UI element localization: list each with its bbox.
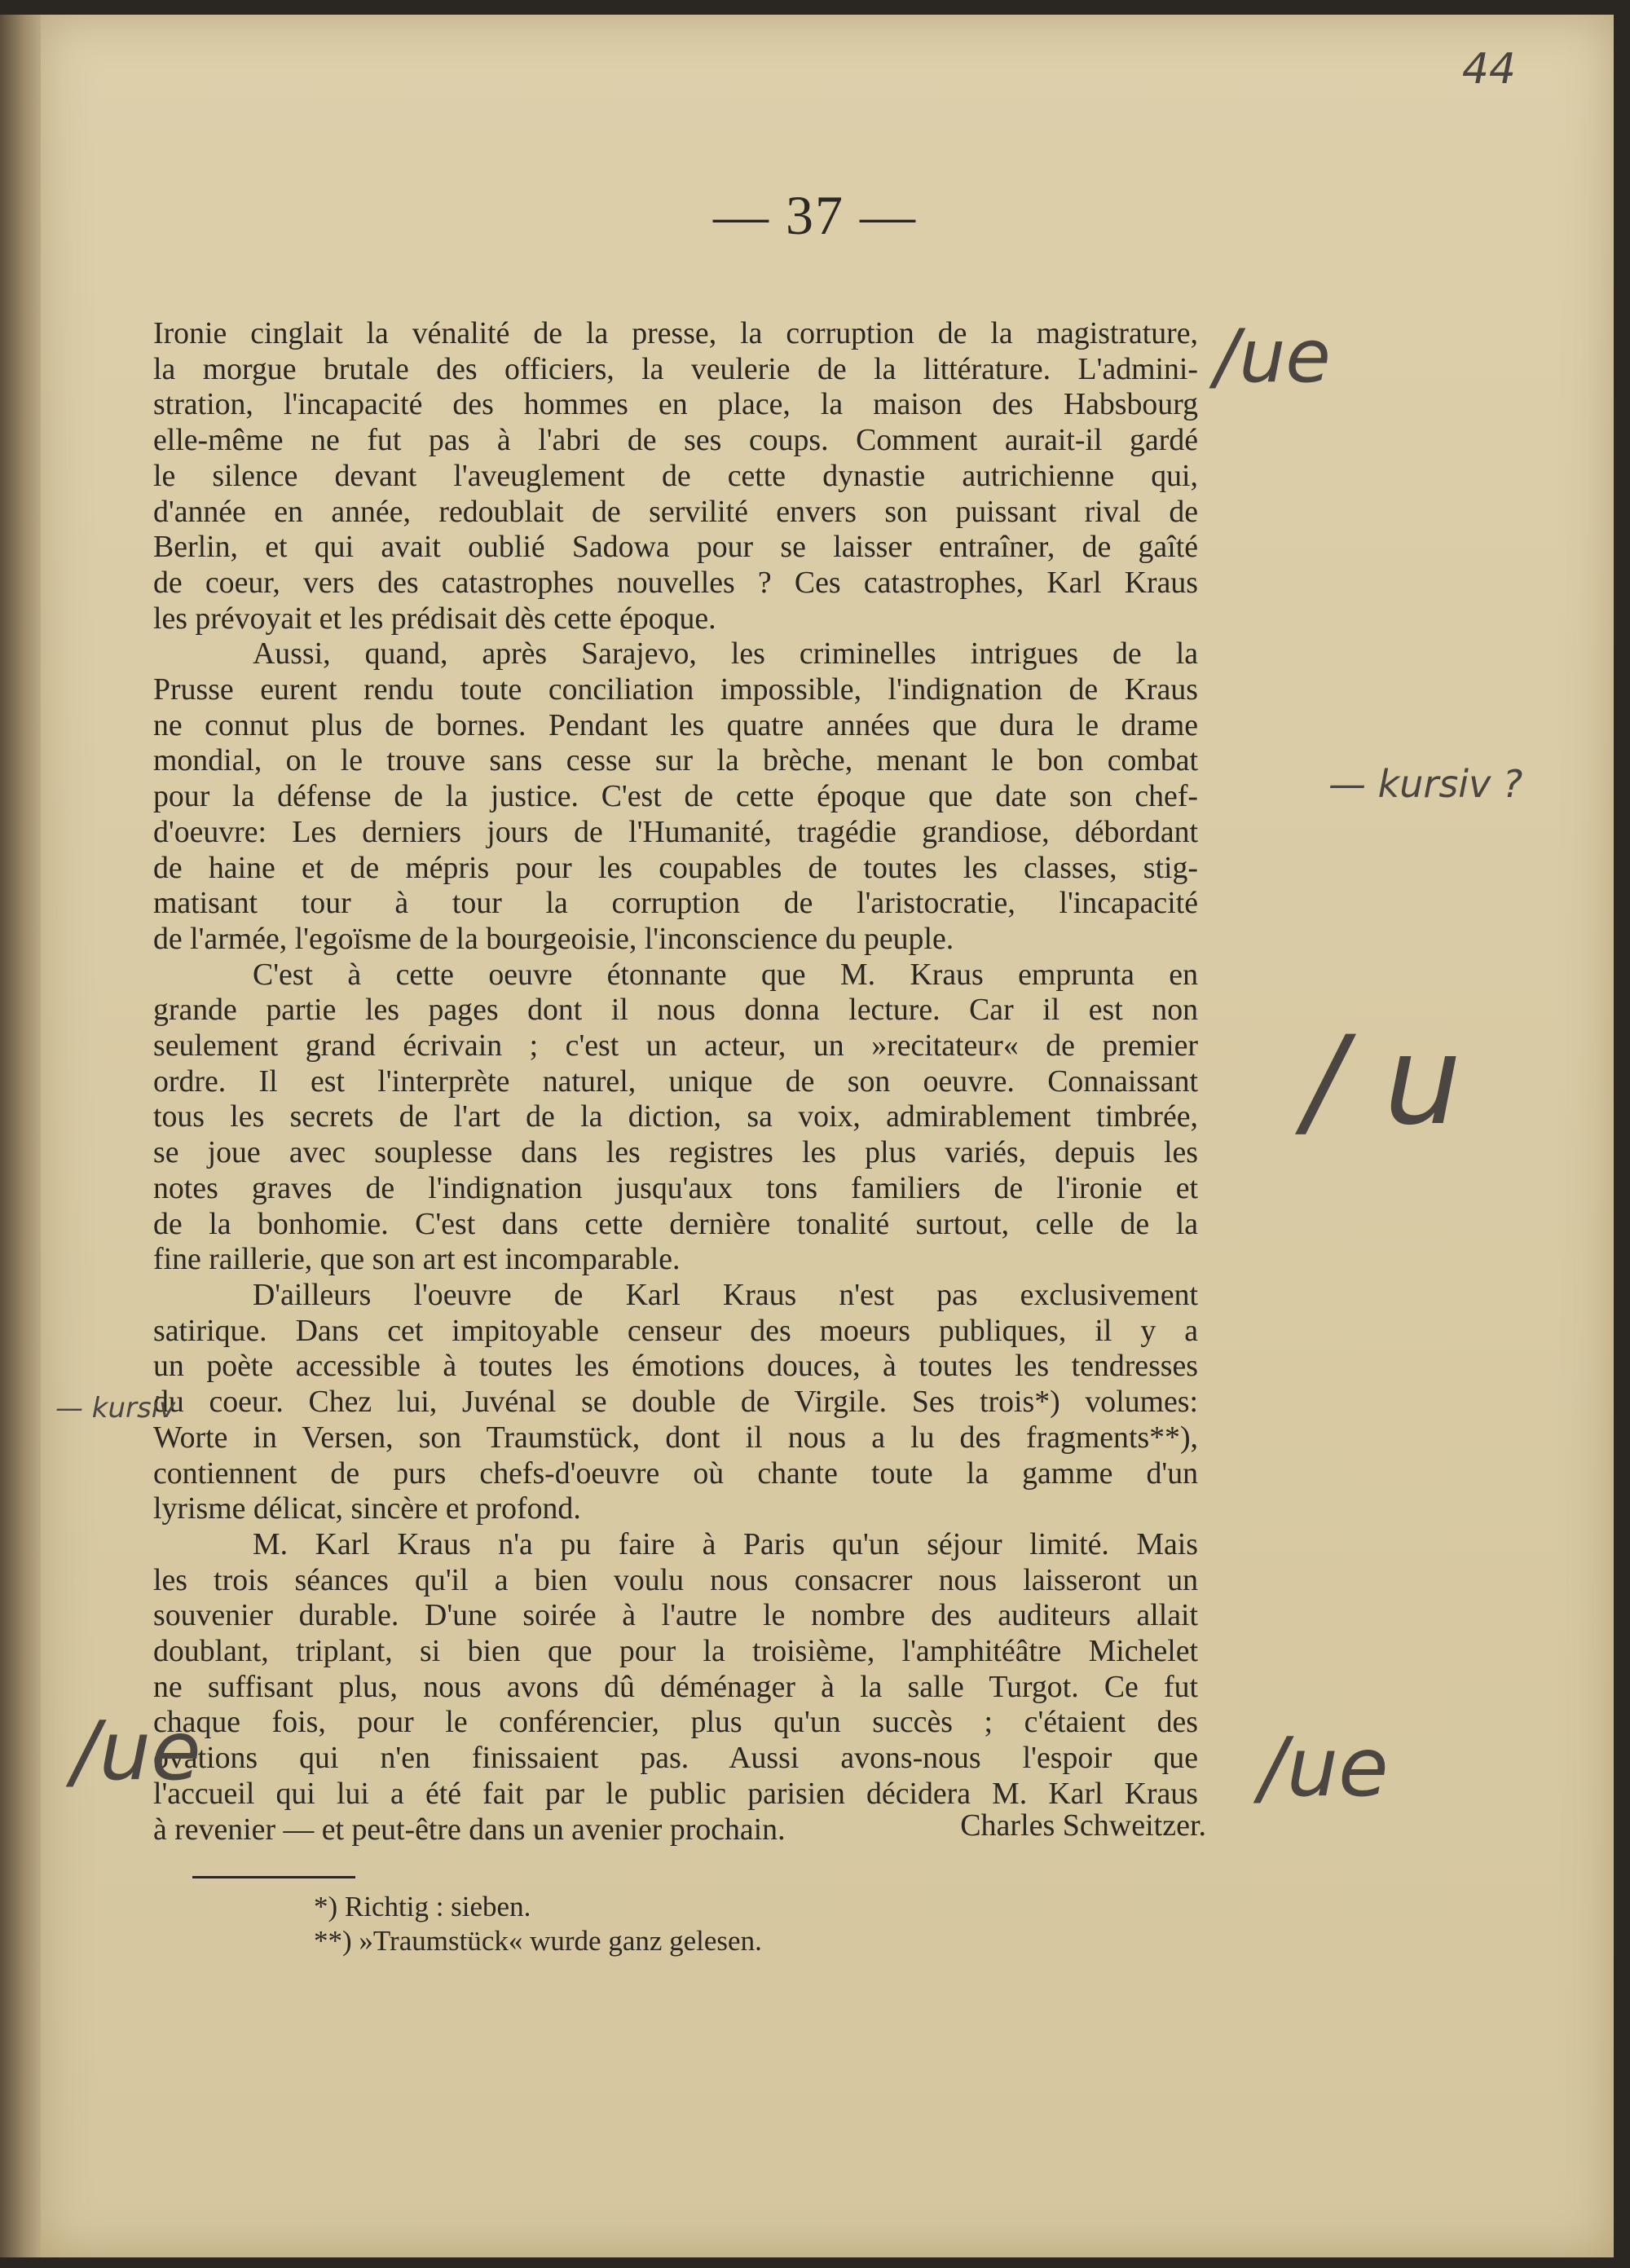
text-line: l'accueil qui lui a été fait par le public parisien décidera M. Karl Kraus <box>153 1776 1198 1811</box>
author-signature: Charles Schweitzer. <box>960 1808 1206 1843</box>
text-line: mondial, on le trouve sans cesse sur la brèche, menant le bon combat <box>153 743 1198 778</box>
margin-note: /ue <box>72 1703 201 1799</box>
text-line: notes graves de l'indignation jusqu'aux tons familiers de l'ironie et <box>153 1170 1198 1205</box>
text-line: d'oeuvre: Les derniers jours de l'Humanité, tragédie grandiose, débordant <box>153 814 1198 849</box>
margin-note: / u <box>1304 1011 1462 1152</box>
text-line: de l'armée, l'egoïsme de la bourgeoisie, l'inconscience du peuple. <box>153 921 954 956</box>
text-line: Aussi, quand, après Sarajevo, les criminelles intrigues de la <box>253 636 1198 672</box>
footnote-2: **) »Traumstück« wurde ganz gelesen. <box>314 1925 762 1957</box>
text-line: ordre. Il est l'interprète naturel, unique de son oeuvre. Connaissant <box>153 1064 1198 1099</box>
text-line: de coeur, vers des catastrophes nouvelles ? Ces catastrophes, Karl Kraus <box>153 565 1198 600</box>
text-line: souvenier durable. D'une soirée à l'autre le nombre des auditeurs allait <box>153 1598 1198 1633</box>
text-line: fine raillerie, que son art est incomparable. <box>153 1242 681 1277</box>
margin-note: /ue <box>1259 1720 1389 1815</box>
text-line: pour la défense de la justice. C'est de cette époque que date son chef- <box>153 779 1198 814</box>
text-line: de la bonhomie. C'est dans cette dernière tonalité surtout, celle de la <box>153 1206 1198 1241</box>
text-line: de haine et de mépris pour les coupables de toutes les classes, stig- <box>153 850 1198 885</box>
printed-page-number: — 37 — <box>713 184 917 246</box>
text-line: ne connut plus de bornes. Pendant les quatre années que dura le drame <box>153 707 1198 742</box>
text-line: stration, l'incapacité des hommes en place, la maison des Habsbourg <box>153 387 1198 422</box>
text-line: ne suffisant plus, nous avons dû déménager à la salle Turgot. Ce fut <box>153 1669 1198 1704</box>
footnote-rule <box>192 1876 355 1878</box>
text-line: satirique. Dans cet impitoyable censeur des moeurs publiques, il y a <box>153 1313 1198 1348</box>
text-line: le silence devant l'aveuglement de cette dynastie autrichienne qui, <box>153 458 1198 493</box>
text-line: D'ailleurs l'oeuvre de Karl Kraus n'est pas exclusivement <box>253 1277 1198 1312</box>
footnote-1: *) Richtig : sieben. <box>314 1891 531 1922</box>
text-line: tous les secrets de l'art de la diction, sa voix, admirablement timbrée, <box>153 1099 1198 1134</box>
margin-note: — kursiv <box>55 1392 176 1425</box>
text-line: un poète accessible à toutes les émotions douces, à toutes les tendresses <box>153 1349 1198 1384</box>
text-line: à revenier — et peut-être dans un avenier prochain. <box>153 1812 786 1847</box>
text-line: se joue avec souplesse dans les registres les plus variés, depuis les <box>153 1135 1198 1170</box>
text-line: elle-même ne fut pas à l'abri de ses coups. Comment aurait-il gardé <box>153 423 1198 458</box>
text-line: les prévoyait et les prédisait dès cette époque. <box>153 601 716 636</box>
text-line: chaque fois, pour le conférencier, plus qu'un succès ; c'étaient des <box>153 1705 1198 1740</box>
text-line: Ironie cinglait la vénalité de la presse, la corruption de la magistrature, <box>153 316 1198 350</box>
text-line: ovations qui n'en finissaient pas. Aussi avons-nous l'espoir que <box>153 1741 1198 1776</box>
text-line: du coeur. Chez lui, Juvénal se double de Virgile. Ses trois*) volumes: <box>153 1385 1198 1420</box>
text-line: seulement grand écrivain ; c'est un acteur, un »recitateur« de premier <box>153 1028 1198 1064</box>
text-line: grande partie les pages dont il nous donna lecture. Car il est non <box>153 993 1198 1028</box>
text-line: Worte in Versen, son Traumstück, dont il nous a lu des fragments**), <box>153 1420 1198 1455</box>
text-line: d'année en année, redoublait de servilité envers son puissant rival de <box>153 494 1198 529</box>
text-line: Prusse eurent rendu toute conciliation impossible, l'indignation de Kraus <box>153 672 1198 707</box>
text-line: lyrisme délicat, sincère et profond. <box>153 1491 581 1526</box>
text-line: la morgue brutale des officiers, la veulerie de la littérature. L'admini- <box>153 351 1198 386</box>
text-line: contiennent de purs chefs-d'oeuvre où chante toute la gamme d'un <box>153 1455 1198 1491</box>
handwritten-page-number: 44 <box>1461 45 1516 94</box>
text-line: matisant tour à tour la corruption de l'aristocratie, l'incapacité <box>153 886 1198 921</box>
margin-note: /ue <box>1214 314 1331 399</box>
text-line: doublant, triplant, si bien que pour la troisième, l'amphitéâtre Michelet <box>153 1634 1198 1669</box>
text-line: Berlin, et qui avait oublié Sadowa pour se laisser entraîner, de gaîté <box>153 530 1198 565</box>
article-body <box>153 316 1198 1847</box>
text-line: C'est à cette oeuvre étonnante que M. Kraus emprunta en <box>253 957 1198 992</box>
margin-note: — kursiv ? <box>1328 762 1523 806</box>
text-line: M. Karl Kraus n'a pu faire à Paris qu'un séjour limité. Mais <box>253 1526 1198 1561</box>
text-line: les trois séances qu'il a bien voulu nous consacrer nous laisseront un <box>153 1562 1198 1597</box>
